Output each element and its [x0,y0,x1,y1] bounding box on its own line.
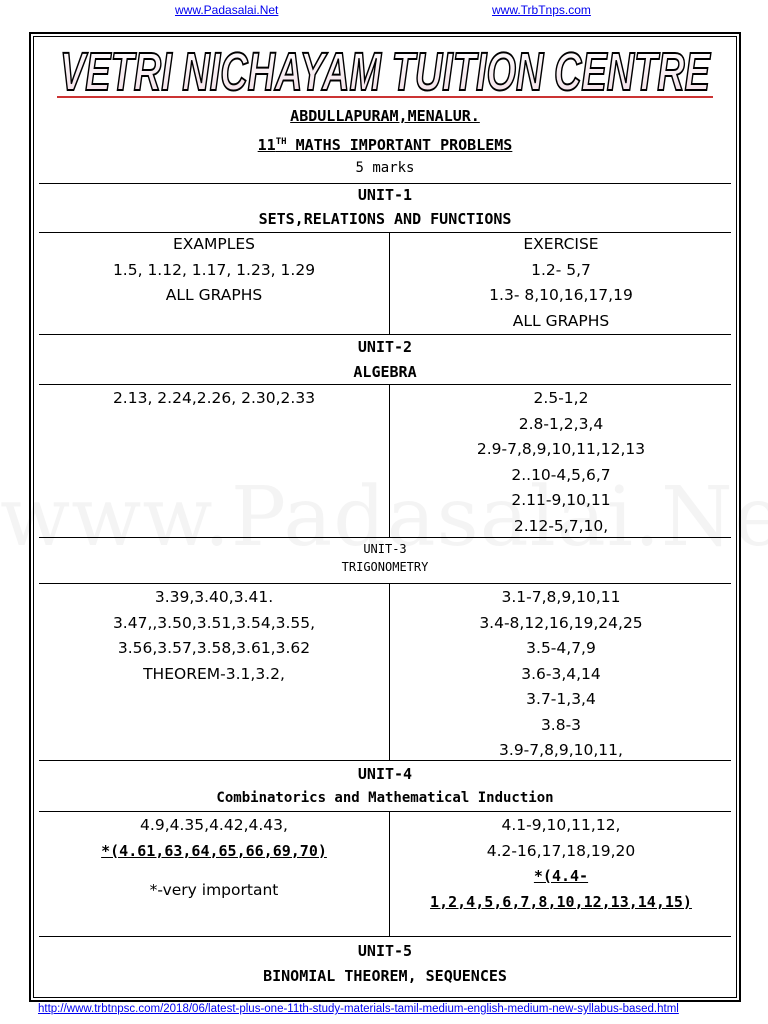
unit3-examples: 3.39,3.40,3.41. 3.47,,3.50,3.51,3.54,3.55, 3.56,3.57,3.58,3.61,3.62 THEOREM-3.1,3.2, [112,588,316,683]
unit4-heading: UNIT-4 [357,765,413,783]
marks-text: 5 marks [355,160,415,176]
unit4-examples: 4.9,4.35,4.42,4.43, *(4.61,63,64,65,66,69,70) *-very important [101,816,327,899]
page-title [53,40,717,100]
unit2-title: ALGEBRA [353,363,417,381]
place-text: ABDULLAPURAM,MENALUR. [290,107,480,125]
divider-unit2 [389,384,390,537]
divider-unit3 [389,583,390,760]
divider-unit1 [389,232,390,334]
unit4-title: Combinatorics and Mathematical Induction [216,790,554,806]
divider-unit4 [389,811,390,936]
trbtnps-link[interactable]: www.TrbTnps.com [492,3,591,17]
unit1-exercise: EXERCISE 1.2- 5,7 1.3- 8,10,16,17,19 ALL GRAPHS [489,235,633,330]
unit3-title: TRIGONOMETRY [341,560,429,574]
unit1-examples: EXAMPLES 1.5, 1.12, 1.17, 1.23, 1.29 ALL GRAPHS [112,235,316,304]
unit5-heading: UNIT-5 [357,942,413,960]
rule-unit5 [39,936,731,937]
title-text: VETRI NICHAYAM TUITION CENTRE [60,42,712,100]
unit2-exercise: 2.5-1,2 2.8-1,2,3,4 2.9-7,8,9,10,11,12,13 2..10-4,5,6,7 2.11-9,10,11 2.12-5,7,10, [476,389,646,535]
subject-text: 11TH MATHS IMPORTANT PROBLEMS [257,136,513,154]
unit5-title: BINOMIAL THEOREM, SEQUENCES [263,967,507,985]
unit1-title: SETS,RELATIONS AND FUNCTIONS [258,210,512,228]
source-url-link[interactable]: http://www.trbtnpsc.com/2018/06/latest-plus-one-11th-study-materials-tamil-medium-english-medium-new-syllabus-based.html [38,1003,679,1015]
unit2-heading: UNIT-2 [357,338,413,356]
padasalai-link[interactable]: www.Padasalai.Net [175,3,279,17]
rule-unit3-body [39,583,731,584]
unit2-examples: 2.13, 2.24,2.26, 2.30,2.33 [112,389,316,407]
unit1-heading: UNIT-1 [357,186,413,204]
unit4-exercise: 4.1-9,10,11,12, 4.2-16,17,18,19,20 *(4.4- 1,2,4,5,6,7,8,10,12,13,14,15) [430,816,692,911]
unit3-exercise: 3.1-7,8,9,10,11 3.4-8,12,16,19,24,25 3.5-4,7,9 3.6-3,4,14 3.7-1,3,4 3.8-3 3.9-7,8,9,10,11, [479,588,643,759]
unit3-heading: UNIT-3 [363,542,407,556]
